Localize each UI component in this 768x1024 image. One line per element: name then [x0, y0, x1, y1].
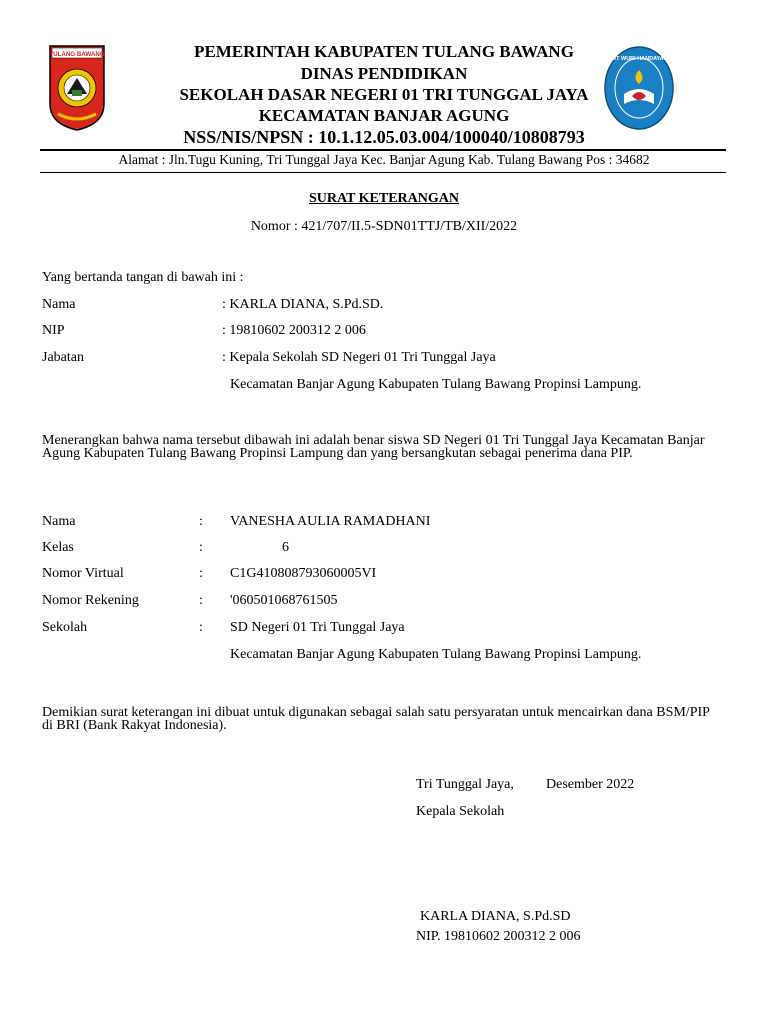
- signer-position: Kepala Sekolah: [416, 804, 505, 819]
- left-logo-text: TULANG BAWANG: [49, 51, 105, 58]
- student-class-colon: :: [199, 540, 203, 555]
- letterhead-address: Alamat : Jln.Tugu Kuning, Tri Tunggal Jaya Kec. Banjar Agung Kab. Tulang Bawang Pos : 34682: [118, 152, 650, 167]
- letterhead-line-3: SEKOLAH DASAR NEGERI 01 TRI TUNGGAL JAYA: [179, 85, 589, 104]
- student-class-label: Kelas: [42, 540, 74, 555]
- intro-text: Yang bertanda tangan di bawah ini :: [42, 270, 244, 285]
- letterhead-line-4: KECAMATAN BANJAR AGUNG: [258, 106, 510, 125]
- letterhead-line-2: DINAS PENDIDIKAN: [300, 64, 468, 83]
- student-school-label: Sekolah: [42, 620, 88, 635]
- student-school-value: SD Negeri 01 Tri Tunggal Jaya: [230, 620, 405, 635]
- student-account-label: Nomor Rekening: [42, 593, 139, 608]
- signing-date: Desember 2022: [546, 777, 635, 792]
- student-name-label: Nama: [42, 514, 76, 529]
- right-logo-text: TUT WURI HANDAYANI: [608, 56, 670, 62]
- student-name-value: VANESHA AULIA RAMADHANI: [230, 514, 431, 529]
- letter-title: SURAT KETERANGAN: [308, 191, 459, 206]
- signer-jabatan-continued: Kecamatan Banjar Agung Kabupaten Tulang Bawang Propinsi Lampung.: [230, 377, 642, 392]
- signer-nip-value: : 19810602 200312 2 006: [222, 323, 366, 338]
- signer-name-label: Nama: [42, 297, 76, 312]
- student-account-value: '060501068761505: [230, 593, 338, 608]
- student-class-value: 6: [282, 540, 289, 555]
- letterhead-divider: [40, 149, 726, 151]
- statement-paragraph: Menerangkan bahwa nama tersebut dibawah ini adalah benar siswa SD Negeri 01 Tri Tunggal Jaya Kecamatan Banjar Agung Kabupaten Tulang Bawang Propinsi Lampung dan yang bersangkutan sebagai penerima dana PIP.: [42, 433, 705, 461]
- student-school-colon: :: [199, 620, 203, 635]
- signer-nip-label: NIP: [42, 323, 65, 338]
- student-name-colon: :: [199, 514, 203, 529]
- student-account-colon: :: [199, 593, 203, 608]
- signing-place: Tri Tunggal Jaya,: [416, 777, 514, 792]
- letterhead-npsn: NSS/NIS/NPSN : 10.1.12.05.03.004/100040/10808793: [183, 127, 585, 147]
- signature-name: KARLA DIANA, S.Pd.SD: [420, 909, 571, 924]
- student-virtual-label: Nomor Virtual: [42, 566, 124, 581]
- signature-nip: NIP. 19810602 200312 2 006: [416, 929, 581, 944]
- address-divider: [40, 172, 726, 173]
- letter-number: Nomor : 421/707/II.5-SDN01TTJ/TB/XII/2022: [250, 219, 518, 234]
- student-virtual-colon: :: [199, 566, 203, 581]
- student-school-continued: Kecamatan Banjar Agung Kabupaten Tulang Bawang Propinsi Lampung.: [230, 647, 642, 662]
- student-virtual-value: C1G410808793060005VI: [230, 566, 377, 581]
- signer-jabatan-value: : Kepala Sekolah SD Negeri 01 Tri Tunggal Jaya: [222, 350, 496, 365]
- signer-name-value: : KARLA DIANA, S.Pd.SD.: [222, 297, 384, 312]
- letterhead-line-1: PEMERINTAH KABUPATEN TULANG BAWANG: [194, 42, 574, 61]
- closing-paragraph: Demikian surat keterangan ini dibuat untuk digunakan sebagai salah satu persyaratan untuk mencairkan dana BSM/PIP di BRI (Bank Rakyat Indonesia).: [42, 705, 710, 733]
- signer-jabatan-label: Jabatan: [42, 350, 84, 365]
